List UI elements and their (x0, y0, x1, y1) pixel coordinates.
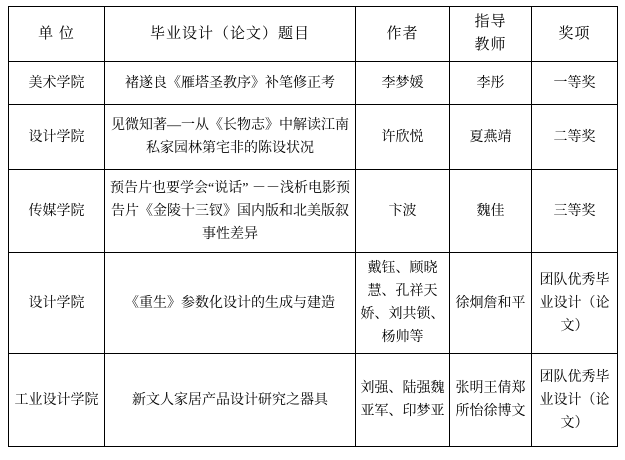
cell-unit: 设计学院 (9, 253, 105, 354)
cell-title: 《重生》参数化设计的生成与建造 (105, 253, 356, 354)
cell-prize: 三等奖 (532, 170, 618, 253)
cell-unit: 美术学院 (9, 62, 105, 105)
cell-teacher: 李彤 (450, 62, 532, 105)
cell-prize: 二等奖 (532, 105, 618, 170)
cell-title: 见微知著—一从《长物志》中解读江南私家园林第宅非的陈设状况 (105, 105, 356, 170)
table-row (9, 105, 618, 170)
header-teacher-line2: 教师 (474, 37, 507, 53)
header-cell-prize: 奖项 (532, 7, 618, 62)
header-cell-teacher (450, 7, 532, 62)
table-body (9, 62, 618, 447)
cell-title: 褚遂良《雁塔圣教序》补笔修正考 (105, 62, 356, 105)
cell-author: 戴钰、顾晓慧、孔祥天娇、刘共锁、杨帅等 (356, 253, 450, 354)
cell-author: 许欣悦 (356, 105, 450, 170)
header-teacher-line1: 指导 (474, 14, 507, 30)
cell-prize: 团队优秀毕业设计（论文） (532, 253, 618, 354)
cell-author: 卞波 (356, 170, 450, 253)
cell-teacher: 张明王倩郑所怡徐博文 (450, 354, 532, 447)
cell-unit: 设计学院 (9, 105, 105, 170)
cell-author: 李梦媛 (356, 62, 450, 105)
table-row (9, 170, 618, 253)
graduation-award-table (8, 6, 618, 447)
table-header (9, 7, 618, 62)
header-cell-author: 作者 (356, 7, 450, 62)
cell-title: 预告片也要学会“说话” －－浅析电影预告片《金陵十三钗》国内版和北美版叙事性差异 (105, 170, 356, 253)
table-row (9, 253, 618, 354)
cell-title: 新文人家居产品设计研究之器具 (105, 354, 356, 447)
cell-teacher: 魏佳 (450, 170, 532, 253)
cell-unit: 传媒学院 (9, 170, 105, 253)
cell-teacher: 夏燕靖 (450, 105, 532, 170)
cell-author: 刘强、陆强魏亚军、印梦亚 (356, 354, 450, 447)
cell-unit: 工业设计学院 (9, 354, 105, 447)
cell-teacher: 徐炯詹和平 (450, 253, 532, 354)
table-row (9, 62, 618, 105)
cell-prize: 一等奖 (532, 62, 618, 105)
header-cell-unit: 单 位 (9, 7, 105, 62)
header-cell-title: 毕业设计（论文）题目 (105, 7, 356, 62)
table-row (9, 354, 618, 447)
cell-prize: 团队优秀毕业设计（论文） (532, 354, 618, 447)
table-header-row (9, 7, 618, 62)
